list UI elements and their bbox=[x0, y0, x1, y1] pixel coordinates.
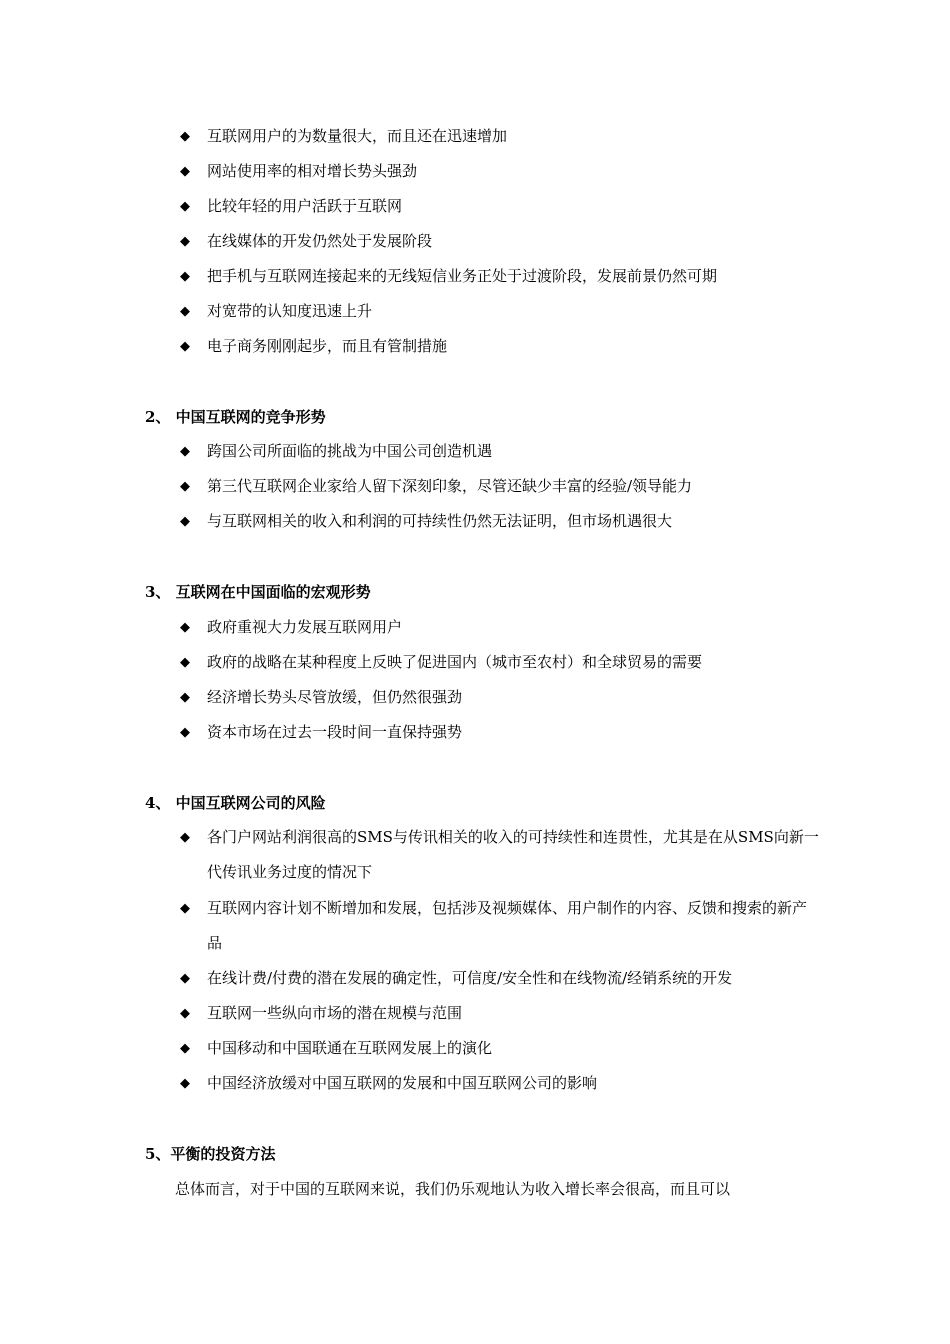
diamond-bullet-icon: ◆ bbox=[180, 1041, 190, 1056]
diamond-bullet-icon: ◆ bbox=[180, 1076, 190, 1091]
diamond-bullet-icon: ◆ bbox=[180, 304, 190, 319]
diamond-bullet-icon: ◆ bbox=[180, 725, 190, 740]
section-heading: 5、平衡的投资方法 bbox=[145, 1145, 276, 1163]
list-item: ◆ 比较年轻的用户活跃于互联网 bbox=[180, 189, 820, 224]
diamond-bullet-icon: ◆ bbox=[180, 339, 190, 354]
diamond-bullet-icon: ◆ bbox=[180, 444, 190, 459]
list-item: ◆ 互联网内容计划不断增加和发展，包括涉及视频媒体、用户制作的内容、反馈和搜索的新产品 bbox=[180, 891, 820, 961]
diamond-bullet-icon: ◆ bbox=[180, 234, 190, 249]
diamond-bullet-icon: ◆ bbox=[180, 199, 190, 214]
list-item: ◆ 对宽带的认知度迅速上升 bbox=[180, 294, 820, 329]
list-item: ◆ 政府的战略在某种程度上反映了促进国内（城市至农村）和全球贸易的需要 bbox=[180, 645, 820, 680]
diamond-bullet-icon: ◆ bbox=[180, 830, 190, 845]
diamond-bullet-icon: ◆ bbox=[180, 514, 190, 529]
section-heading: 3、 互联网在中国面临的宏观形势 bbox=[145, 583, 371, 601]
diamond-bullet-icon: ◆ bbox=[180, 1006, 190, 1021]
diamond-bullet-icon: ◆ bbox=[180, 690, 190, 705]
section-heading: 4、 中国互联网公司的风险 bbox=[145, 794, 326, 812]
list-item: ◆ 各门户网站利润很高的SMS与传讯相关的收入的可持续性和连贯性，尤其是在从SMS向新一代传讯业务过度的情况下 bbox=[180, 820, 820, 890]
list-item: ◆ 把手机与互联网连接起来的无线短信业务正处于过渡阶段，发展前景仍然可期 bbox=[180, 259, 820, 294]
list-item: ◆ 与互联网相关的收入和利润的可持续性仍然无法证明，但市场机遇很大 bbox=[180, 504, 820, 539]
list-item: ◆ 在线计费/付费的潜在发展的确定性，可信度/安全性和在线物流/经销系统的开发 bbox=[180, 961, 820, 996]
diamond-bullet-icon: ◆ bbox=[180, 479, 190, 494]
list-item: ◆ 资本市场在过去一段时间一直保持强势 bbox=[180, 715, 820, 750]
list-item: ◆ 互联网用户的为数量很大，而且还在迅速增加 bbox=[180, 119, 820, 154]
list-item: ◆ 经济增长势头尽管放缓，但仍然很强劲 bbox=[180, 680, 820, 715]
diamond-bullet-icon: ◆ bbox=[180, 971, 190, 986]
list-item: ◆ 中国移动和中国联通在互联网发展上的演化 bbox=[180, 1031, 820, 1066]
body-paragraph: 总体而言，对于中国的互联网来说，我们仍乐观地认为收入增长率会很高，而且可以 bbox=[175, 1180, 731, 1198]
list-item: ◆ 中国经济放缓对中国互联网的发展和中国互联网公司的影响 bbox=[180, 1066, 820, 1101]
list-item: ◆ 互联网一些纵向市场的潜在规模与范围 bbox=[180, 996, 820, 1031]
diamond-bullet-icon: ◆ bbox=[180, 269, 190, 284]
list-item: ◆ 跨国公司所面临的挑战为中国公司创造机遇 bbox=[180, 434, 820, 469]
diamond-bullet-icon: ◆ bbox=[180, 129, 190, 144]
list-item: ◆ 电子商务刚刚起步，而且有管制措施 bbox=[180, 329, 820, 364]
list-item: ◆ 在线媒体的开发仍然处于发展阶段 bbox=[180, 224, 820, 259]
diamond-bullet-icon: ◆ bbox=[180, 620, 190, 635]
diamond-bullet-icon: ◆ bbox=[180, 655, 190, 670]
diamond-bullet-icon: ◆ bbox=[180, 164, 190, 179]
list-item: ◆ 政府重视大力发展互联网用户 bbox=[180, 610, 820, 645]
list-item: ◆ 第三代互联网企业家给人留下深刻印象，尽管还缺少丰富的经验/领导能力 bbox=[180, 469, 820, 504]
section-heading: 2、 中国互联网的竞争形势 bbox=[145, 408, 326, 426]
list-item: ◆ 网站使用率的相对增长势头强劲 bbox=[180, 154, 820, 189]
diamond-bullet-icon: ◆ bbox=[180, 901, 190, 916]
